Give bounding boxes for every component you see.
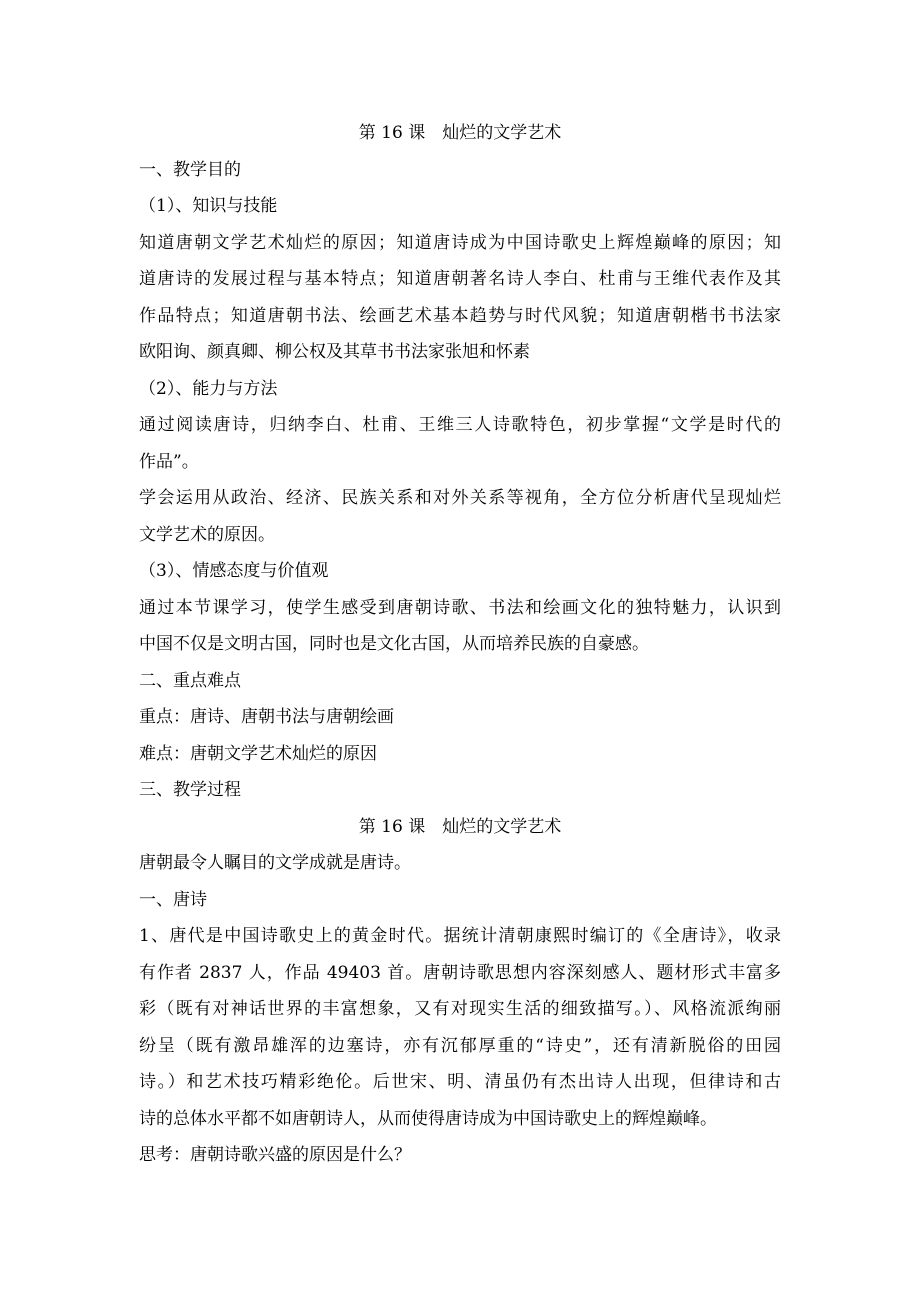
paragraph-line: 诗的总体水平都不如唐朝诗人，从而使得唐诗成为中国诗歌史上的辉煌巅峰。	[139, 1108, 717, 1129]
paragraph-line: 学会运用从政治、经济、民族关系和对外关系等视角，全方位分析唐代呈现灿烂	[139, 488, 781, 508]
subheading-attitude-values: （3）、情感态度与价值观	[139, 561, 329, 581]
paragraph-line: 通过阅读唐诗，归纳李白、杜甫、王维三人诗歌特色，初步掌握“文学是时代的	[139, 415, 781, 435]
difficult-points: 难点：唐朝文学艺术灿烂的原因	[139, 743, 377, 764]
section-heading-teaching-process: 三、教学过程	[139, 780, 241, 800]
paragraph-line: 文学艺术的原因。	[139, 524, 275, 545]
paragraph-line: 1、唐代是中国诗歌史上的黄金时代。据统计清朝康熙时编订的《全唐诗》，收录	[139, 926, 781, 946]
paragraph-line: 知道唐朝文学艺术灿烂的原因；知道唐诗成为中国诗歌史上辉煌巅峰的原因；知	[139, 232, 781, 253]
paragraph-line: 欧阳询、颜真卿、柳公权及其草书书法家张旭和怀素	[139, 342, 530, 362]
document-body	[139, 115, 781, 1174]
lesson-title: 第 16 课 灿烂的文学艺术	[358, 123, 562, 143]
thinking-question: 思考：唐朝诗歌兴盛的原因是什么？	[139, 1145, 411, 1165]
paragraph-line: 道唐诗的发展过程与基本特点；知道唐朝著名诗人李白、杜甫与王维代表作及其	[139, 269, 781, 289]
paragraph-line: 作品特点；知道唐朝书法、绘画艺术基本趋势与时代风貌；知道唐朝楷书书法家	[139, 305, 781, 326]
paragraph-line: 有作者 2837 人，作品 49403 首。唐朝诗歌思想内容深刻感人、题材形式丰富多	[139, 962, 781, 983]
paragraph-line: 纷呈（既有激昂雄浑的边塞诗，亦有沉郁厚重的“诗史”，还有清新脱俗的田园	[139, 1035, 781, 1056]
subheading-knowledge-skills: （1）、知识与技能	[139, 196, 278, 216]
subheading-ability-method: （2）、能力与方法	[139, 378, 278, 399]
intro-sentence: 唐朝最令人瞩目的文学成就是唐诗。	[139, 853, 411, 873]
paragraph-line: 通过本节课学习，使学生感受到唐朝诗歌、书法和绘画文化的独特魅力，认识到	[139, 597, 781, 618]
paragraph-line: 诗。）和艺术技巧精彩绝伦。后世宋、明、清虽仍有杰出诗人出现，但律诗和古	[139, 1072, 781, 1092]
paragraph-line: 中国不仅是文明古国，同时也是文化古国，从而培养民族的自豪感。	[139, 634, 649, 654]
section-heading-teaching-goals: 一、教学目的	[139, 159, 241, 180]
paragraph-line: 作品”。	[139, 451, 199, 472]
key-points: 重点：唐诗、唐朝书法与唐朝绘画	[139, 707, 394, 727]
section-heading-tang-poetry: 一、唐诗	[139, 889, 207, 910]
section-heading-key-difficult: 二、重点难点	[139, 670, 241, 691]
lesson-title-repeat: 第 16 课 灿烂的文学艺术	[358, 816, 562, 837]
paragraph-line: 彩（既有对神话世界的丰富想象，又有对现实生活的细致描写。）、风格流派绚丽	[139, 999, 781, 1019]
